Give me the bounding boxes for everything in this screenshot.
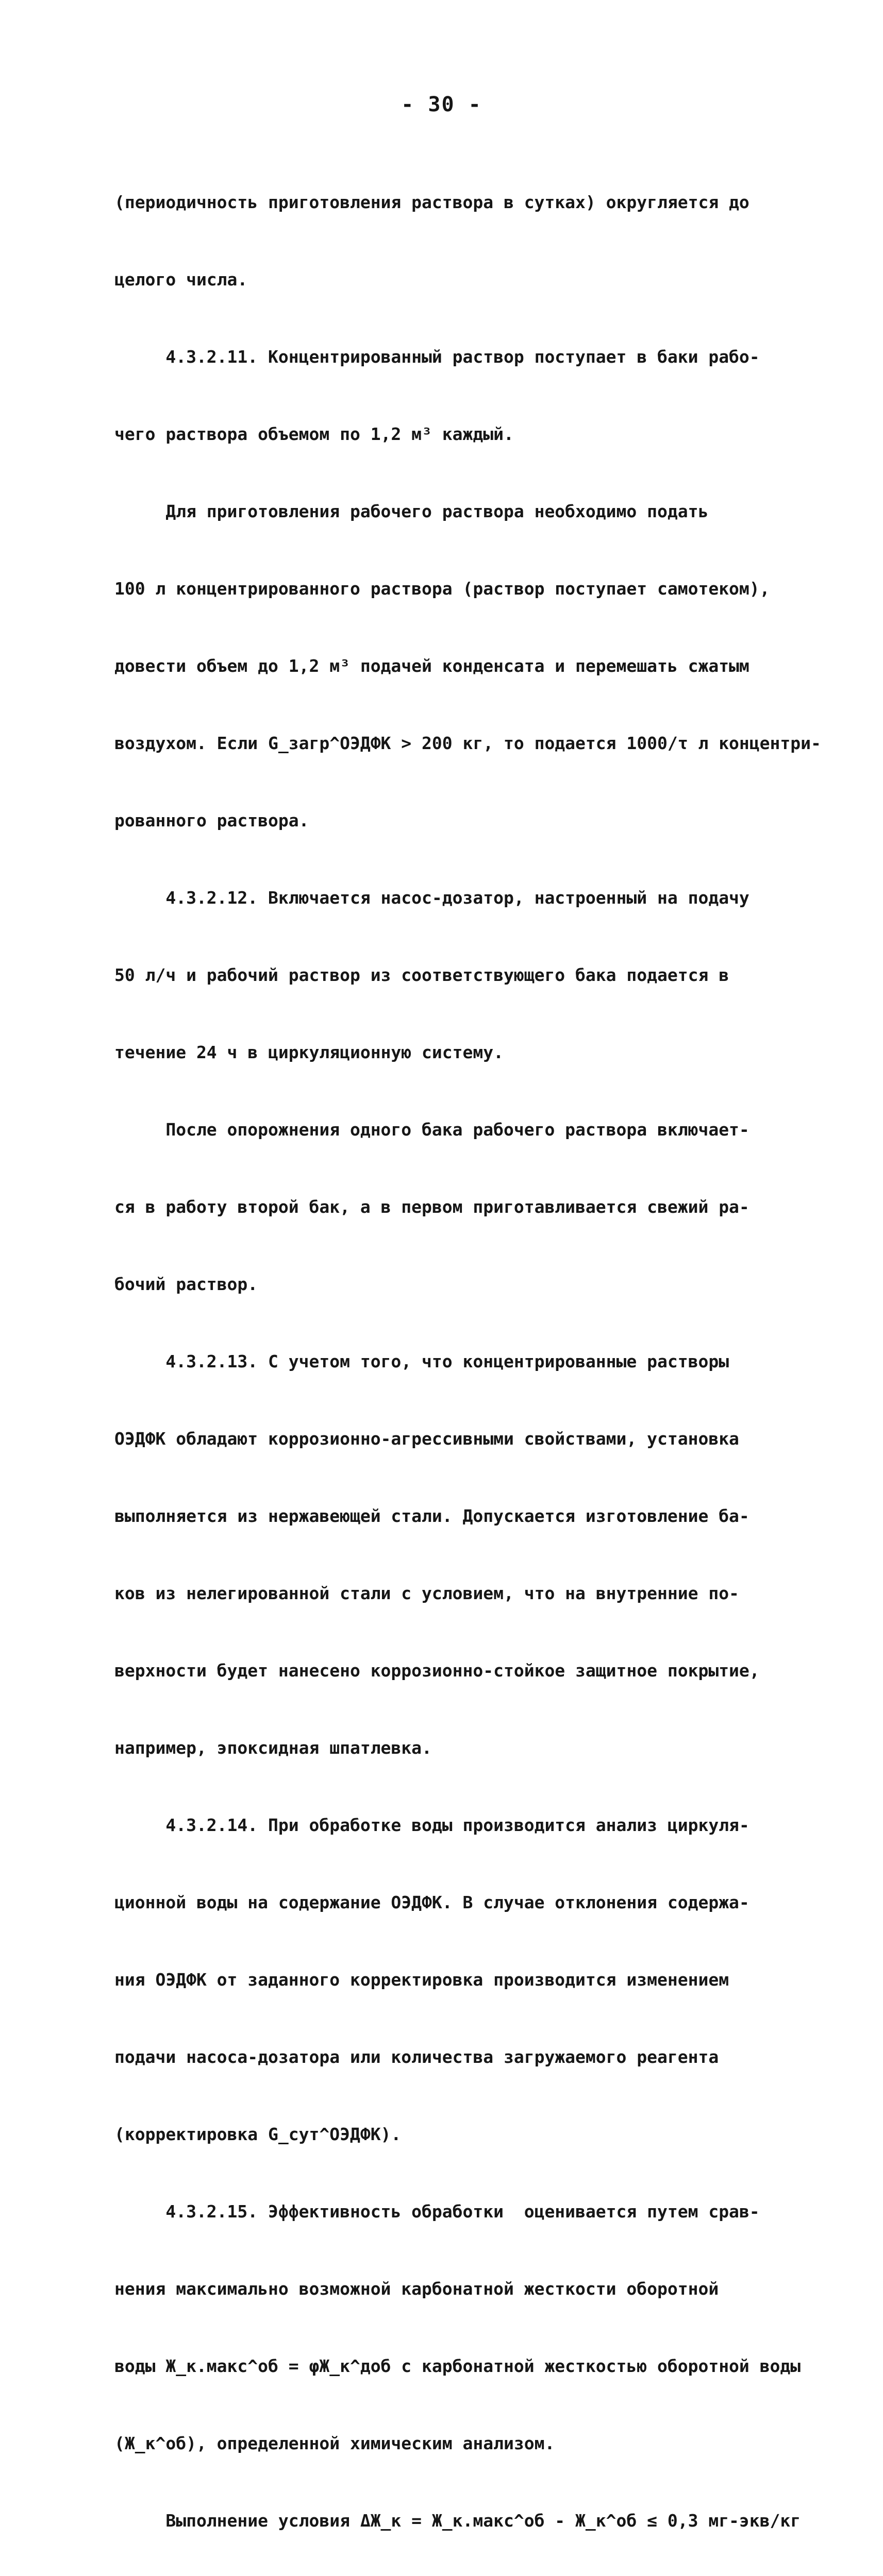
text-line: ционной воды на содержание ОЭДФК. В случае отклонения содержа- bbox=[114, 1892, 749, 1912]
text-line: нения максимально возможной карбонатной жесткости оборотной bbox=[114, 2279, 719, 2299]
text-line: 100 л концентрированного раствора (раствор поступает самотеком), bbox=[114, 579, 770, 599]
text-line: 4.3.2.14. При обработке воды производится анализ циркуля- bbox=[114, 1815, 749, 1835]
text-line: 4.3.2.11. Концентрированный раствор поступает в баки рабо- bbox=[114, 347, 760, 367]
text-line: рованного раствора. bbox=[114, 810, 309, 831]
text-line: После опорожнения одного бака рабочего раствора включает- bbox=[114, 1120, 749, 1140]
text-line: ков из нелегированной стали с условием, что на внутренние по- bbox=[114, 1583, 739, 1603]
text-line: ОЭДФК обладают коррозионно-агрессивными свойствами, установка bbox=[114, 1429, 739, 1449]
body-text bbox=[114, 138, 821, 2576]
text-line: ния ОЭДФК от заданного корректировка производится изменением bbox=[114, 1970, 729, 1990]
text-line: течение 24 ч в циркуляционную систему. bbox=[114, 1042, 504, 1062]
text-line: целого числа. bbox=[114, 269, 248, 290]
text-line: (периодичность приготовления раствора в сутках) округляется до bbox=[114, 192, 749, 212]
text-line: подачи насоса-дозатора или количества загружаемого реагента bbox=[114, 2047, 719, 2067]
text-line: (Ж_к^об), определенной химическим анализом. bbox=[114, 2433, 555, 2453]
page-number: - 30 - bbox=[401, 93, 482, 116]
text-line: 50 л/ч и рабочий раствор из соответствующего бака подается в bbox=[114, 965, 729, 985]
text-line: например, эпоксидная шпатлевка. bbox=[114, 1738, 432, 1758]
text-line: 4.3.2.13. С учетом того, что концентрированные растворы bbox=[114, 1351, 729, 1371]
text-line: (корректировка G_сут^ОЭДФК). bbox=[114, 2124, 402, 2144]
text-line: верхности будет нанесено коррозионно-стойкое защитное покрытие, bbox=[114, 1660, 760, 1681]
text-line: выполняется из нержавеющей стали. Допускается изготовление ба- bbox=[114, 1506, 749, 1526]
text-line: 4.3.2.15. Эффективность обработки оценивается путем срав- bbox=[114, 2201, 760, 2222]
text-line: воды Ж_к.макс^об = φЖ_к^доб с карбонатной жесткостью оборотной воды bbox=[114, 2356, 801, 2376]
text-line: ся в работу второй бак, а в первом приготавливается свежий ра- bbox=[114, 1197, 749, 1217]
text-line: воздухом. Если G_загр^ОЭДФК > 200 кг, то подается 1000/τ л концентри- bbox=[114, 733, 821, 753]
text-line: бочий раствор. bbox=[114, 1274, 258, 1294]
text-line: Выполнение условия ΔЖ_к = Ж_к.макс^об - Ж_к^об ≤ 0,3 мг-экв/кг bbox=[114, 2511, 801, 2531]
text-line: довести объем до 1,2 м³ подачей конденсата и перемешать сжатым bbox=[114, 656, 749, 676]
text-line: 4.3.2.12. Включается насос-дозатор, настроенный на подачу bbox=[114, 888, 749, 908]
text-line: чего раствора объемом по 1,2 м³ каждый. bbox=[114, 424, 514, 444]
text-line: Для приготовления рабочего раствора необходимо подать bbox=[114, 501, 709, 521]
